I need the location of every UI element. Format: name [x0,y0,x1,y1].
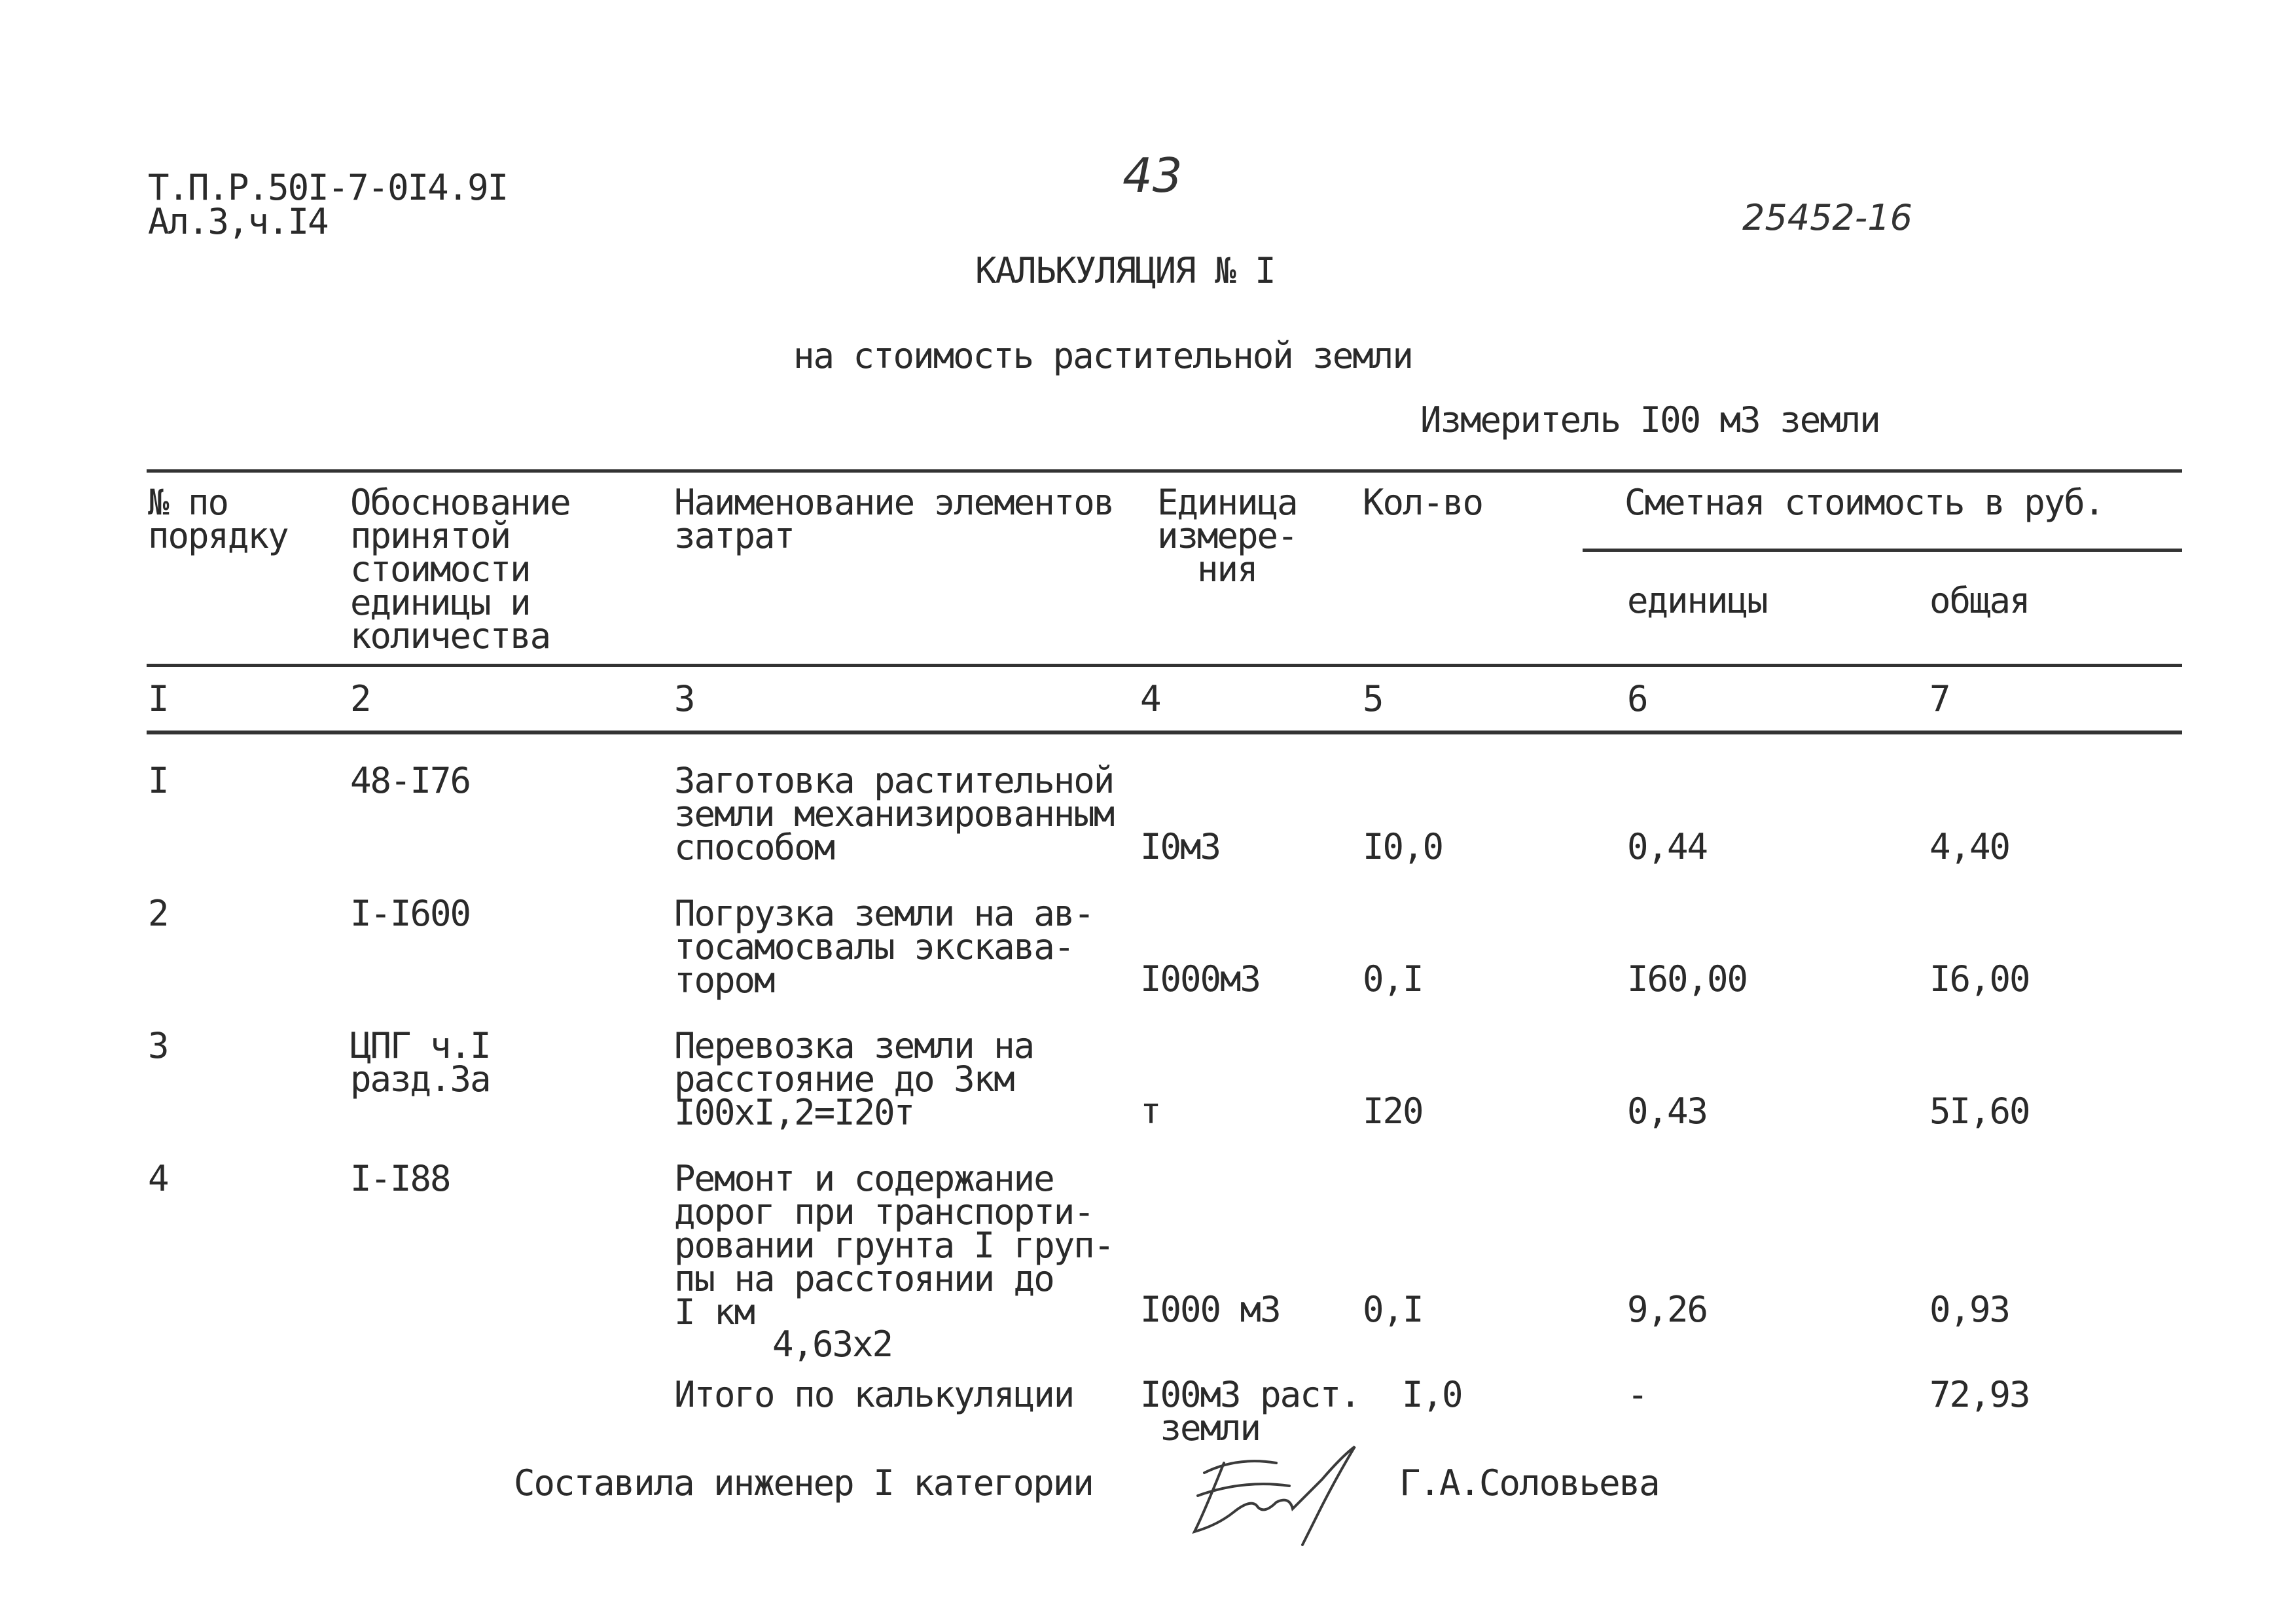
row-4-basis: I-I88 [350,1158,450,1199]
col-number-7: 7 [1929,678,1950,719]
row-3-qty: I20 [1363,1091,1423,1132]
document-title: КАЛЬКУЛЯЦИЯ № I [975,250,1275,291]
table-top-rule [147,469,2182,473]
row-3-number: 3 [148,1025,168,1066]
row-3-total: 5I,60 [1929,1091,2030,1132]
composer-label: Составила инженер I категории [514,1462,1093,1504]
total-label: Итого по калькуляции [674,1374,1074,1415]
row-4-price: 9,26 [1627,1289,1708,1330]
numbers-bottom-rule [147,731,2182,734]
document-subtitle: на стоимость растительной земли [793,335,1412,376]
document-code: Т.П.Р.50I-7-0I4.9I [148,167,508,208]
row-4-name: Ремонт и содержание дорог при транспорти- ровании грунта I груп- пы на расстоянии до I км [674,1158,1114,1333]
composer-name: Г.А.Соловьева [1399,1462,1659,1504]
col-header-unit: Единица измере- ния [1157,482,1297,590]
subheader-rule [1583,549,2182,552]
col-header-basis: Обоснование принятой стоимости единицы и количества [350,482,570,657]
row-1-price: 0,44 [1627,826,1708,867]
row-3-unit: т [1140,1091,1160,1132]
row-1-unit: I0м3 [1140,826,1221,867]
row-2-basis: I-I600 [350,893,471,934]
row-4-qty: 0,I [1363,1289,1423,1330]
row-2-number: 2 [148,893,168,934]
col-header-qty: Кол-во [1363,482,1483,523]
row-4-name-extra: 4,63х2 [772,1324,893,1365]
col-number-4: 4 [1140,678,1160,719]
col-number-1: I [148,678,168,719]
row-1-qty: I0,0 [1363,826,1443,867]
col-number-2: 2 [350,678,370,719]
album-reference: Ал.3,ч.I4 [148,201,328,242]
row-3-price: 0,43 [1627,1091,1708,1132]
row-1-basis: 48-I76 [350,760,471,801]
row-1-number: I [148,760,168,801]
row-2-price: I60,00 [1627,958,1748,1000]
col-header-total-cost: общая [1929,580,2030,621]
total-qty: I,0 [1402,1374,1462,1415]
row-3-basis: ЦПГ ч.I разд.3а [350,1025,490,1100]
row-2-total: I6,00 [1929,958,2030,1000]
total-unit: I00м3 раст. земли [1140,1374,1360,1449]
stamp-number: 25452-16 [1742,197,1912,238]
row-2-unit: I000м3 [1140,958,1261,1000]
row-4-unit: I000 м3 [1140,1289,1280,1330]
col-number-6: 6 [1627,678,1647,719]
row-4-total: 0,93 [1929,1289,2010,1330]
row-2-qty: 0,I [1363,958,1423,1000]
measure-unit: Измеритель I00 м3 земли [1420,399,1880,441]
col-header-number: № по порядку [148,482,288,556]
total-amount: 72,93 [1929,1374,2030,1415]
row-1-name: Заготовка растительной земли механизированным способом [674,760,1114,868]
col-header-unit-cost: единицы [1627,580,1767,621]
col-number-3: 3 [674,678,694,719]
row-3-name: Перевозка земли на расстояние до 3км I00хI,2=I20т [674,1025,1034,1133]
col-header-name: Наименование элементов затрат [674,482,1114,556]
signature-icon [1178,1434,1394,1551]
row-2-name: Погрузка земли на ав- тосамосвалы экскава- тором [674,893,1094,1001]
col-number-5: 5 [1363,678,1383,719]
row-1-total: 4,40 [1929,826,2010,867]
header-bottom-rule [147,664,2182,667]
page-number: 43 [1122,148,1183,203]
row-4-number: 4 [148,1158,168,1199]
col-header-cost: Сметная стоимость в руб. [1624,482,2104,523]
total-price: - [1627,1374,1647,1415]
